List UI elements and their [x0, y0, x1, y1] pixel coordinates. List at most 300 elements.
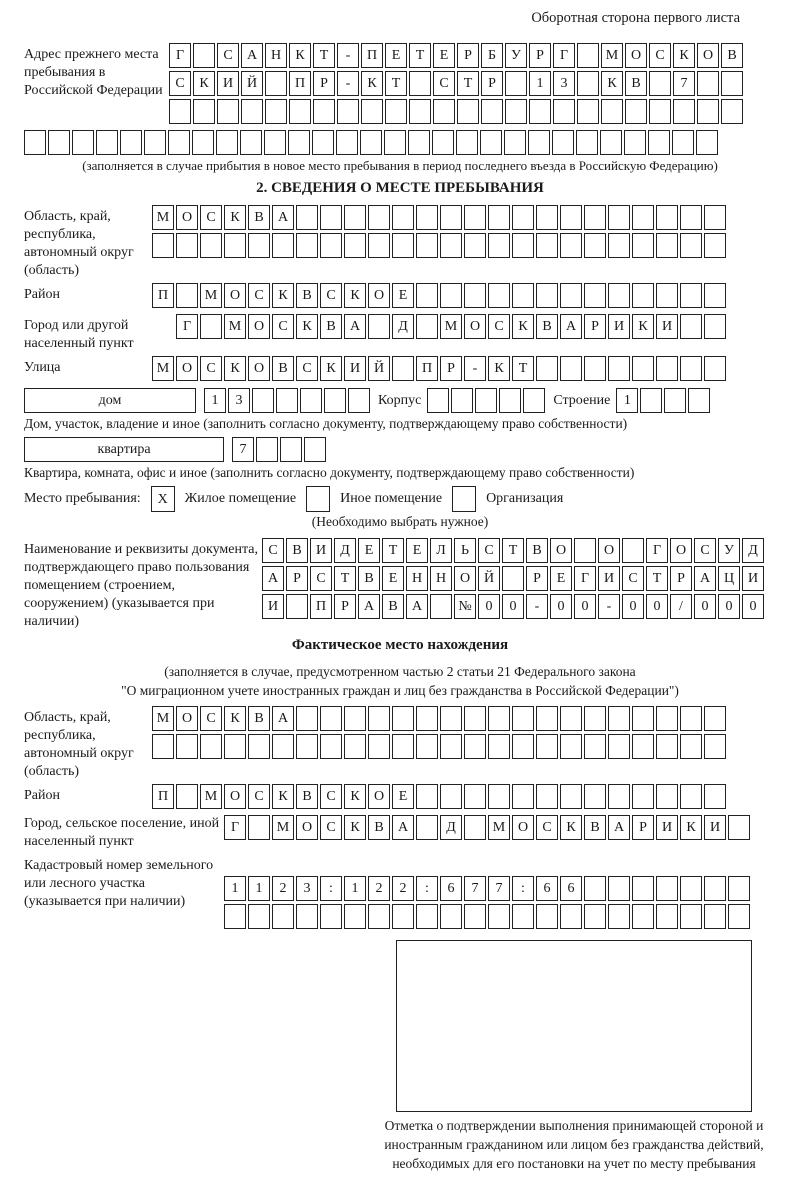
char-cell[interactable] — [416, 784, 438, 809]
char-cell[interactable]: О — [697, 43, 719, 68]
char-cell[interactable]: И — [656, 314, 678, 339]
char-cell[interactable] — [656, 283, 678, 308]
char-cell[interactable] — [265, 71, 287, 96]
char-cell[interactable]: Н — [265, 43, 287, 68]
char-cell[interactable]: Г — [646, 538, 668, 563]
char-cell[interactable]: В — [382, 594, 404, 619]
char-cell[interactable] — [408, 130, 430, 155]
char-cell[interactable] — [296, 734, 318, 759]
char-cell[interactable] — [432, 130, 454, 155]
char-cell[interactable]: С — [320, 815, 342, 840]
char-cell[interactable] — [288, 130, 310, 155]
char-cell[interactable] — [430, 594, 452, 619]
char-cell[interactable]: 0 — [622, 594, 644, 619]
char-cell[interactable]: С — [488, 314, 510, 339]
char-cell[interactable] — [656, 904, 678, 929]
char-cell[interactable] — [440, 734, 462, 759]
char-cell[interactable] — [200, 233, 222, 258]
char-cell[interactable] — [512, 734, 534, 759]
char-cell[interactable]: К — [289, 43, 311, 68]
char-cell[interactable]: М — [152, 706, 174, 731]
char-cell[interactable]: С — [536, 815, 558, 840]
char-cell[interactable]: С — [248, 283, 270, 308]
char-cell[interactable] — [481, 99, 503, 124]
char-cell[interactable] — [176, 233, 198, 258]
residence-checkbox-org[interactable] — [452, 486, 476, 512]
char-cell[interactable] — [680, 876, 702, 901]
char-cell[interactable] — [276, 388, 298, 413]
char-cell[interactable] — [464, 706, 486, 731]
char-cell[interactable]: 1 — [529, 71, 551, 96]
char-cell[interactable]: 1 — [344, 876, 366, 901]
char-cell[interactable]: 0 — [502, 594, 524, 619]
char-cell[interactable]: 1 — [248, 876, 270, 901]
char-cell[interactable]: М — [200, 283, 222, 308]
char-cell[interactable] — [536, 904, 558, 929]
char-cell[interactable] — [96, 130, 118, 155]
char-cell[interactable] — [488, 734, 510, 759]
char-cell[interactable] — [440, 283, 462, 308]
char-cell[interactable]: - — [337, 71, 359, 96]
char-cell[interactable] — [536, 283, 558, 308]
char-cell[interactable]: - — [526, 594, 548, 619]
char-cell[interactable] — [584, 706, 606, 731]
char-cell[interactable]: Р — [670, 566, 692, 591]
char-cell[interactable] — [632, 706, 654, 731]
char-cell[interactable] — [704, 283, 726, 308]
char-cell[interactable]: П — [152, 283, 174, 308]
char-cell[interactable] — [536, 784, 558, 809]
char-cell[interactable] — [416, 706, 438, 731]
char-cell[interactable] — [433, 99, 455, 124]
char-cell[interactable]: 0 — [742, 594, 764, 619]
char-cell[interactable] — [320, 904, 342, 929]
char-cell[interactable] — [368, 904, 390, 929]
char-cell[interactable]: 6 — [440, 876, 462, 901]
char-cell[interactable] — [344, 205, 366, 230]
char-cell[interactable]: Р — [440, 356, 462, 381]
char-cell[interactable]: 2 — [368, 876, 390, 901]
char-cell[interactable]: С — [310, 566, 332, 591]
char-cell[interactable] — [560, 205, 582, 230]
char-cell[interactable] — [704, 314, 726, 339]
char-cell[interactable] — [169, 99, 191, 124]
char-cell[interactable] — [704, 904, 726, 929]
char-cell[interactable]: 3 — [228, 388, 250, 413]
char-cell[interactable]: 7 — [464, 876, 486, 901]
char-cell[interactable] — [320, 706, 342, 731]
char-cell[interactable] — [680, 314, 702, 339]
char-cell[interactable] — [224, 233, 246, 258]
char-cell[interactable] — [336, 130, 358, 155]
char-cell[interactable] — [512, 784, 534, 809]
char-cell[interactable]: Р — [286, 566, 308, 591]
char-cell[interactable] — [296, 233, 318, 258]
char-cell[interactable] — [512, 283, 534, 308]
char-cell[interactable] — [680, 283, 702, 308]
char-cell[interactable] — [584, 205, 606, 230]
char-cell[interactable]: Т — [457, 71, 479, 96]
char-cell[interactable] — [632, 283, 654, 308]
char-cell[interactable]: В — [248, 706, 270, 731]
char-cell[interactable] — [512, 904, 534, 929]
char-cell[interactable] — [584, 356, 606, 381]
char-cell[interactable] — [217, 99, 239, 124]
char-cell[interactable]: А — [694, 566, 716, 591]
char-cell[interactable] — [344, 734, 366, 759]
char-cell[interactable] — [697, 99, 719, 124]
char-cell[interactable] — [577, 71, 599, 96]
char-cell[interactable] — [216, 130, 238, 155]
char-cell[interactable] — [248, 734, 270, 759]
char-cell[interactable]: 0 — [478, 594, 500, 619]
char-cell[interactable]: Л — [430, 538, 452, 563]
char-cell[interactable] — [368, 314, 390, 339]
char-cell[interactable] — [120, 130, 142, 155]
char-cell[interactable]: Р — [334, 594, 356, 619]
char-cell[interactable]: П — [152, 784, 174, 809]
char-cell[interactable]: Т — [334, 566, 356, 591]
char-cell[interactable]: В — [536, 314, 558, 339]
char-cell[interactable] — [672, 130, 694, 155]
char-cell[interactable]: 1 — [204, 388, 226, 413]
char-cell[interactable]: К — [344, 784, 366, 809]
char-cell[interactable]: С — [200, 356, 222, 381]
char-cell[interactable] — [464, 784, 486, 809]
char-cell[interactable] — [464, 734, 486, 759]
char-cell[interactable] — [505, 99, 527, 124]
char-cell[interactable] — [632, 356, 654, 381]
char-cell[interactable]: В — [272, 356, 294, 381]
char-cell[interactable]: К — [632, 314, 654, 339]
char-cell[interactable]: Е — [392, 784, 414, 809]
char-cell[interactable]: 0 — [550, 594, 572, 619]
char-cell[interactable]: 2 — [272, 876, 294, 901]
char-cell[interactable] — [505, 71, 527, 96]
char-cell[interactable] — [600, 130, 622, 155]
char-cell[interactable] — [416, 734, 438, 759]
char-cell[interactable]: К — [272, 784, 294, 809]
char-cell[interactable] — [553, 99, 575, 124]
char-cell[interactable] — [504, 130, 526, 155]
char-cell[interactable]: К — [224, 356, 246, 381]
char-cell[interactable] — [704, 356, 726, 381]
char-cell[interactable]: : — [512, 876, 534, 901]
char-cell[interactable] — [608, 356, 630, 381]
char-cell[interactable]: И — [742, 566, 764, 591]
char-cell[interactable] — [528, 130, 550, 155]
char-cell[interactable] — [337, 99, 359, 124]
char-cell[interactable] — [680, 356, 702, 381]
char-cell[interactable] — [577, 43, 599, 68]
char-cell[interactable] — [440, 706, 462, 731]
char-cell[interactable]: Н — [406, 566, 428, 591]
char-cell[interactable]: К — [320, 356, 342, 381]
char-cell[interactable]: М — [224, 314, 246, 339]
char-cell[interactable]: И — [598, 566, 620, 591]
char-cell[interactable] — [576, 130, 598, 155]
char-cell[interactable]: П — [361, 43, 383, 68]
char-cell[interactable] — [488, 205, 510, 230]
char-cell[interactable] — [176, 283, 198, 308]
char-cell[interactable] — [488, 784, 510, 809]
char-cell[interactable]: 7 — [232, 437, 254, 462]
char-cell[interactable] — [392, 706, 414, 731]
char-cell[interactable]: А — [272, 706, 294, 731]
char-cell[interactable]: 1 — [224, 876, 246, 901]
char-cell[interactable]: О — [368, 784, 390, 809]
char-cell[interactable]: В — [296, 283, 318, 308]
char-cell[interactable] — [252, 388, 274, 413]
char-cell[interactable] — [560, 784, 582, 809]
char-cell[interactable] — [344, 233, 366, 258]
char-cell[interactable]: О — [598, 538, 620, 563]
char-cell[interactable] — [152, 233, 174, 258]
char-cell[interactable] — [464, 283, 486, 308]
char-cell[interactable]: К — [193, 71, 215, 96]
char-cell[interactable] — [688, 388, 710, 413]
char-cell[interactable]: С — [272, 314, 294, 339]
char-cell[interactable]: 0 — [694, 594, 716, 619]
char-cell[interactable] — [704, 876, 726, 901]
char-cell[interactable] — [536, 356, 558, 381]
char-cell[interactable]: Е — [382, 566, 404, 591]
char-cell[interactable]: О — [248, 356, 270, 381]
char-cell[interactable]: К — [344, 815, 366, 840]
char-cell[interactable] — [632, 904, 654, 929]
char-cell[interactable]: И — [608, 314, 630, 339]
char-cell[interactable]: В — [286, 538, 308, 563]
char-cell[interactable] — [680, 706, 702, 731]
char-cell[interactable]: С — [649, 43, 671, 68]
char-cell[interactable] — [416, 205, 438, 230]
char-cell[interactable]: К — [296, 314, 318, 339]
char-cell[interactable]: М — [440, 314, 462, 339]
char-cell[interactable]: М — [601, 43, 623, 68]
char-cell[interactable]: Т — [502, 538, 524, 563]
kvartira-type-box[interactable]: квартира — [24, 437, 224, 462]
char-cell[interactable] — [361, 99, 383, 124]
char-cell[interactable] — [664, 388, 686, 413]
char-cell[interactable]: К — [560, 815, 582, 840]
char-cell[interactable]: : — [416, 876, 438, 901]
char-cell[interactable]: А — [241, 43, 263, 68]
char-cell[interactable] — [560, 283, 582, 308]
char-cell[interactable] — [224, 734, 246, 759]
char-cell[interactable]: Е — [550, 566, 572, 591]
char-cell[interactable]: М — [152, 205, 174, 230]
char-cell[interactable] — [264, 130, 286, 155]
char-cell[interactable]: - — [598, 594, 620, 619]
char-cell[interactable] — [656, 706, 678, 731]
char-cell[interactable] — [392, 734, 414, 759]
char-cell[interactable]: Е — [406, 538, 428, 563]
char-cell[interactable]: У — [505, 43, 527, 68]
char-cell[interactable] — [256, 437, 278, 462]
char-cell[interactable]: О — [248, 314, 270, 339]
char-cell[interactable]: П — [289, 71, 311, 96]
char-cell[interactable]: Й — [241, 71, 263, 96]
char-cell[interactable] — [192, 130, 214, 155]
char-cell[interactable] — [502, 566, 524, 591]
char-cell[interactable] — [368, 233, 390, 258]
char-cell[interactable] — [584, 233, 606, 258]
char-cell[interactable] — [241, 99, 263, 124]
char-cell[interactable] — [475, 388, 497, 413]
char-cell[interactable] — [313, 99, 335, 124]
char-cell[interactable] — [680, 734, 702, 759]
char-cell[interactable]: 7 — [488, 876, 510, 901]
char-cell[interactable]: Д — [392, 314, 414, 339]
char-cell[interactable] — [193, 99, 215, 124]
char-cell[interactable]: 0 — [574, 594, 596, 619]
char-cell[interactable] — [704, 233, 726, 258]
char-cell[interactable] — [560, 734, 582, 759]
char-cell[interactable] — [673, 99, 695, 124]
char-cell[interactable]: К — [361, 71, 383, 96]
char-cell[interactable]: К — [224, 706, 246, 731]
char-cell[interactable]: К — [272, 283, 294, 308]
char-cell[interactable]: Е — [358, 538, 380, 563]
char-cell[interactable] — [680, 784, 702, 809]
char-cell[interactable] — [392, 904, 414, 929]
char-cell[interactable] — [625, 99, 647, 124]
char-cell[interactable]: И — [310, 538, 332, 563]
char-cell[interactable] — [696, 130, 718, 155]
char-cell[interactable]: С — [217, 43, 239, 68]
char-cell[interactable] — [280, 437, 302, 462]
char-cell[interactable] — [144, 130, 166, 155]
char-cell[interactable] — [608, 734, 630, 759]
char-cell[interactable] — [320, 205, 342, 230]
char-cell[interactable] — [368, 205, 390, 230]
char-cell[interactable] — [368, 734, 390, 759]
char-cell[interactable] — [488, 904, 510, 929]
char-cell[interactable]: А — [262, 566, 284, 591]
char-cell[interactable]: Т — [313, 43, 335, 68]
char-cell[interactable] — [409, 99, 431, 124]
char-cell[interactable] — [512, 706, 534, 731]
char-cell[interactable] — [48, 130, 70, 155]
char-cell[interactable]: С — [200, 205, 222, 230]
char-cell[interactable] — [608, 233, 630, 258]
char-cell[interactable] — [536, 734, 558, 759]
char-cell[interactable]: А — [392, 815, 414, 840]
char-cell[interactable]: С — [296, 356, 318, 381]
char-cell[interactable]: Й — [368, 356, 390, 381]
char-cell[interactable]: Р — [457, 43, 479, 68]
char-cell[interactable]: С — [433, 71, 455, 96]
char-cell[interactable]: О — [176, 706, 198, 731]
char-cell[interactable] — [608, 904, 630, 929]
char-cell[interactable] — [440, 904, 462, 929]
char-cell[interactable]: И — [704, 815, 726, 840]
char-cell[interactable] — [560, 706, 582, 731]
char-cell[interactable] — [584, 876, 606, 901]
char-cell[interactable] — [176, 734, 198, 759]
char-cell[interactable] — [640, 388, 662, 413]
char-cell[interactable]: Г — [169, 43, 191, 68]
char-cell[interactable] — [529, 99, 551, 124]
char-cell[interactable]: 3 — [553, 71, 575, 96]
char-cell[interactable] — [385, 99, 407, 124]
char-cell[interactable] — [648, 130, 670, 155]
char-cell[interactable] — [248, 815, 270, 840]
char-cell[interactable] — [440, 233, 462, 258]
char-cell[interactable] — [728, 904, 750, 929]
char-cell[interactable]: Т — [646, 566, 668, 591]
char-cell[interactable]: С — [262, 538, 284, 563]
char-cell[interactable]: И — [262, 594, 284, 619]
char-cell[interactable]: Т — [382, 538, 404, 563]
char-cell[interactable] — [608, 876, 630, 901]
char-cell[interactable]: О — [296, 815, 318, 840]
char-cell[interactable]: С — [169, 71, 191, 96]
char-cell[interactable] — [296, 205, 318, 230]
char-cell[interactable]: С — [248, 784, 270, 809]
char-cell[interactable] — [632, 734, 654, 759]
char-cell[interactable] — [24, 130, 46, 155]
char-cell[interactable] — [512, 205, 534, 230]
char-cell[interactable] — [312, 130, 334, 155]
char-cell[interactable] — [224, 904, 246, 929]
char-cell[interactable] — [656, 233, 678, 258]
char-cell[interactable] — [248, 904, 270, 929]
char-cell[interactable] — [440, 784, 462, 809]
char-cell[interactable] — [416, 815, 438, 840]
char-cell[interactable]: В — [584, 815, 606, 840]
char-cell[interactable] — [384, 130, 406, 155]
char-cell[interactable]: Б — [481, 43, 503, 68]
char-cell[interactable] — [451, 388, 473, 413]
char-cell[interactable]: О — [224, 283, 246, 308]
char-cell[interactable]: Г — [574, 566, 596, 591]
char-cell[interactable]: К — [673, 43, 695, 68]
char-cell[interactable] — [488, 233, 510, 258]
char-cell[interactable]: К — [601, 71, 623, 96]
char-cell[interactable]: А — [344, 314, 366, 339]
char-cell[interactable] — [577, 99, 599, 124]
char-cell[interactable] — [416, 233, 438, 258]
char-cell[interactable] — [344, 904, 366, 929]
char-cell[interactable] — [392, 233, 414, 258]
char-cell[interactable]: К — [224, 205, 246, 230]
char-cell[interactable]: К — [680, 815, 702, 840]
char-cell[interactable]: Р — [632, 815, 654, 840]
char-cell[interactable] — [697, 71, 719, 96]
char-cell[interactable] — [728, 876, 750, 901]
char-cell[interactable]: Д — [334, 538, 356, 563]
char-cell[interactable] — [608, 283, 630, 308]
char-cell[interactable]: 6 — [560, 876, 582, 901]
char-cell[interactable]: С — [622, 566, 644, 591]
char-cell[interactable] — [622, 538, 644, 563]
char-cell[interactable]: 6 — [536, 876, 558, 901]
char-cell[interactable] — [536, 706, 558, 731]
char-cell[interactable] — [480, 130, 502, 155]
char-cell[interactable] — [728, 815, 750, 840]
char-cell[interactable]: О — [670, 538, 692, 563]
char-cell[interactable] — [608, 784, 630, 809]
char-cell[interactable] — [440, 205, 462, 230]
char-cell[interactable]: Г — [553, 43, 575, 68]
char-cell[interactable] — [464, 815, 486, 840]
char-cell[interactable]: В — [248, 205, 270, 230]
char-cell[interactable] — [248, 233, 270, 258]
char-cell[interactable] — [680, 205, 702, 230]
char-cell[interactable]: О — [464, 314, 486, 339]
char-cell[interactable] — [488, 706, 510, 731]
